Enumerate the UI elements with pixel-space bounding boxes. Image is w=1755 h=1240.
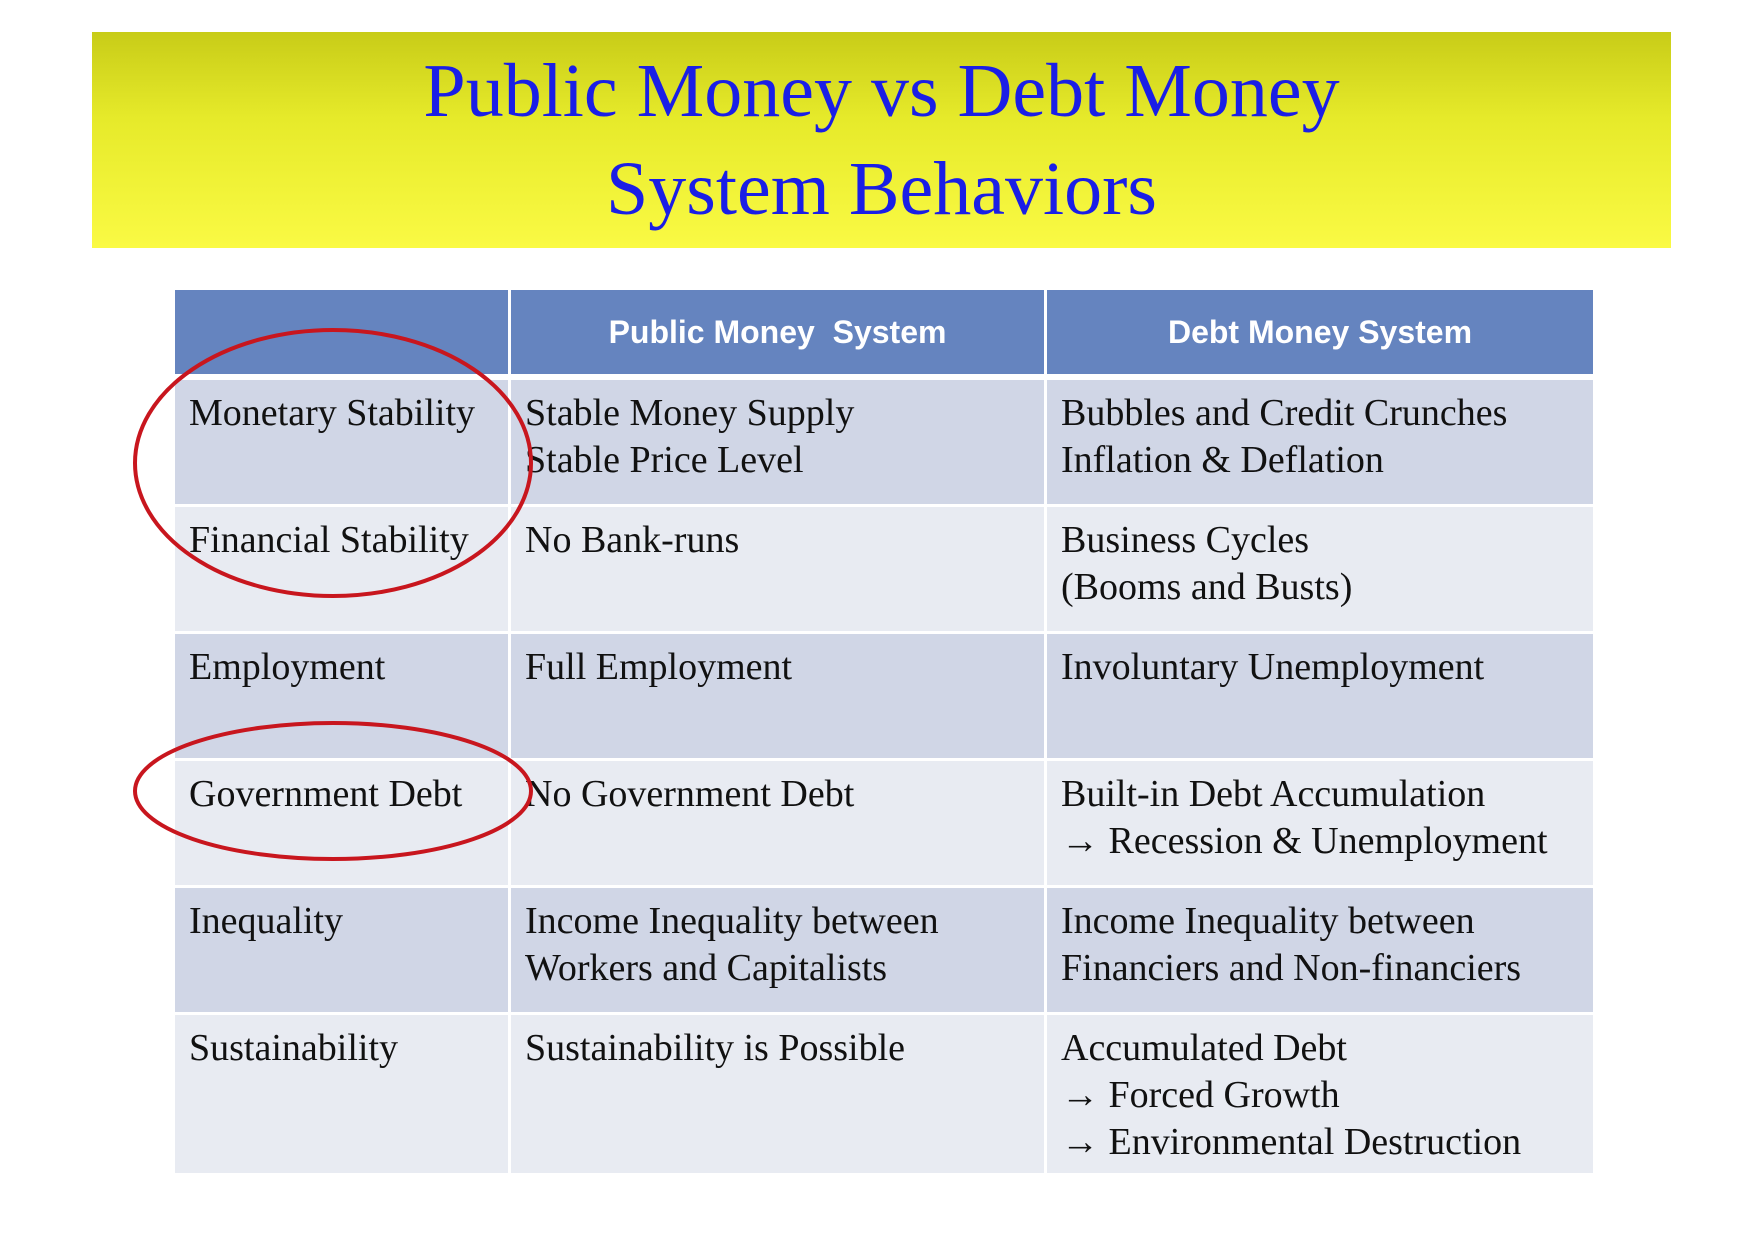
cell-line: No Government Debt xyxy=(525,773,855,815)
debt-cell xyxy=(1046,377,1595,506)
header-blank xyxy=(174,289,510,378)
cell-line: Income Inequality between xyxy=(1061,900,1475,942)
row-label: Financial Stability xyxy=(174,506,510,633)
cell-line: Stable Price Level xyxy=(525,439,804,481)
debt-cell xyxy=(1046,633,1595,760)
cell-line: No Bank-runs xyxy=(525,519,740,561)
public-cell xyxy=(510,633,1046,760)
cell-line: Involuntary Unemployment xyxy=(1061,646,1485,688)
cell-line: Accumulated Debt xyxy=(1061,1027,1347,1069)
public-cell xyxy=(510,377,1046,506)
row-label: Government Debt xyxy=(174,760,510,887)
cell-line: Business Cycles xyxy=(1061,519,1310,561)
cell-line: → Recession & Unemployment xyxy=(1061,820,1548,862)
cell-line: (Booms and Busts) xyxy=(1061,566,1353,608)
public-cell xyxy=(510,506,1046,633)
debt-cell xyxy=(1046,506,1595,633)
comparison-table-wrap xyxy=(172,287,1593,1176)
slide-title-line-2: System Behaviors xyxy=(606,147,1157,231)
cell-line: Bubbles and Credit Crunches xyxy=(1061,392,1508,434)
title-banner xyxy=(92,32,1671,248)
cell-line: Income Inequality between xyxy=(525,900,939,942)
public-cell xyxy=(510,760,1046,887)
cell-line: Workers and Capitalists xyxy=(525,947,888,989)
cell-line: → Forced Growth xyxy=(1061,1074,1340,1116)
table-row-financial-stability xyxy=(174,506,1595,633)
table-row-monetary-stability xyxy=(174,377,1595,506)
cell-line: → Environmental Destruction xyxy=(1061,1121,1522,1163)
row-label: Monetary Stability xyxy=(174,377,510,506)
row-label: Inequality xyxy=(174,887,510,1014)
header-public-money: Public Money System xyxy=(510,289,1046,378)
table-row-employment xyxy=(174,633,1595,760)
table-row-inequality xyxy=(174,887,1595,1014)
public-cell xyxy=(510,1014,1046,1175)
table-row-sustainability xyxy=(174,1014,1595,1175)
cell-line: Financiers and Non-financiers xyxy=(1061,947,1522,989)
cell-line: Sustainability is Possible xyxy=(525,1027,906,1069)
table-row-government-debt xyxy=(174,760,1595,887)
comparison-table xyxy=(172,287,1596,1176)
debt-cell xyxy=(1046,1014,1595,1175)
debt-cell xyxy=(1046,887,1595,1014)
cell-line: Full Employment xyxy=(525,646,793,688)
public-cell xyxy=(510,887,1046,1014)
cell-line: Stable Money Supply xyxy=(525,392,855,434)
table-header-row xyxy=(174,289,1595,378)
row-label: Sustainability xyxy=(174,1014,510,1175)
header-debt-money: Debt Money System xyxy=(1046,289,1595,378)
row-label: Employment xyxy=(174,633,510,760)
debt-cell xyxy=(1046,760,1595,887)
cell-line: Inflation & Deflation xyxy=(1061,439,1384,481)
slide-title-line-1: Public Money vs Debt Money xyxy=(423,49,1340,133)
cell-line: Built-in Debt Accumulation xyxy=(1061,773,1486,815)
